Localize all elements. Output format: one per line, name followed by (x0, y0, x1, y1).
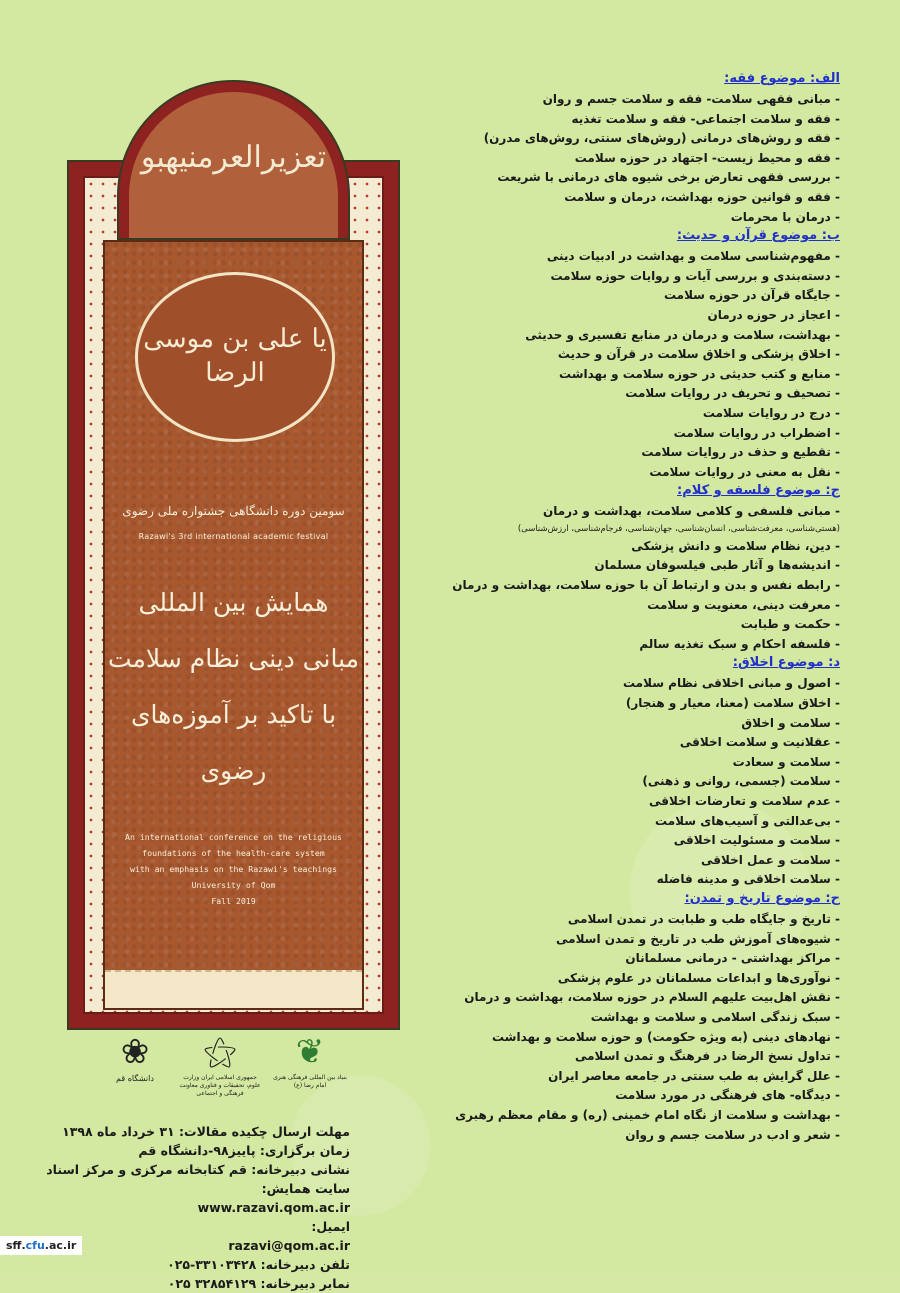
topic-item: - نهادهای دینی (به ویژه حکومت) و حوزه سلامت و بهداشت (491, 1029, 840, 1044)
topic-item: - تقطیع و حذف در روایات سلامت (641, 445, 840, 460)
foundation-leaf-icon: ❦ (295, 1032, 325, 1072)
topic-item: - درج در روایات سلامت (702, 405, 840, 420)
deadline-text: مهلت ارسال چکیده مقالات: ۳۱ خرداد ماه ۱۳۹۸ (62, 1124, 350, 1139)
topic-item: - نقش اهل‌بیت علیهم السلام در حوزه سلامت، بهداشت و درمان (464, 990, 840, 1005)
edition-fa: سومین دوره دانشگاهی جشنواره ملی رضوی (122, 504, 345, 518)
torn-paper-edge (105, 970, 362, 1008)
poster-artwork (67, 80, 400, 1030)
site-label: سایت همایش: (261, 1181, 350, 1196)
topic-item: - اعجاز در حوزه درمان (707, 307, 840, 322)
topic-item: - دین، نظام سلامت و دانش پزشکی (631, 538, 840, 553)
topic-item: - فقه و قوانین حوزه بهداشت، درمان و سلامت (564, 189, 840, 204)
topic-item: - بهداشت و سلامت از نگاه امام خمینی (ره) و مقام معظم رهبری (455, 1107, 840, 1122)
iran-emblem-icon: ⚝ (203, 1032, 237, 1072)
ministry-logo: ⚝ جمهوری اسلامی ایران وزارت علوم، تحقیقات و فناوری معاونت فرهنگی و اجتماعی (179, 1032, 261, 1097)
info-block (46, 1122, 350, 1293)
topic-item: - نوآوری‌ها و ابداعات مسلمانان در علوم پزشکی (557, 970, 840, 985)
topic-item: - بی‌عدالتی و آسیب‌های سلامت (655, 813, 840, 828)
address-text: نشانی دبیرخانه: قم کتابخانه مرکزی و مرکز اسناد (46, 1162, 350, 1177)
topic-item: - مبانی فلسفی و کلامی سلامت، بهداشت و درمان (542, 504, 840, 519)
poster-title-line: با تاکید بر آموزه‌های رضوی (130, 700, 337, 785)
imam-reza-foundation-logo: ❦ بنیاد بین المللی فرهنگی هنری امام رضا (ع) (270, 1030, 350, 1090)
topic-item: - رابطه نفس و بدن و ارتباط آن با حوزه سلامت، بهداشت و درمان (452, 578, 840, 593)
poster-title-line: همایش بین المللی (138, 588, 329, 617)
edition-en: Razawi's 3rd international academic festival (138, 532, 329, 541)
arch-calligraphy: تعزیرالعرمنیهبو (140, 140, 327, 175)
topic-item: - سلامت اخلاقی و مدینه فاضله (656, 872, 840, 887)
topic-item: - منابع و کتب حدیثی در حوزه سلامت و بهداشت (559, 366, 840, 381)
topic-item: - مبانی فقهی سلامت- فقه و سلامت جسم و روان (542, 92, 840, 106)
logos (100, 1030, 350, 1100)
topic-item: - عدم سلامت و تعارضات اخلاقی (648, 794, 840, 808)
phone-text: تلفن دبیرخانه: ۳۳۱۰۳۴۲۸-۰۲۵ (167, 1257, 350, 1272)
topic-item: - سلامت و عمل اخلاقی (700, 852, 840, 867)
topic-item: (هستی‌شناسی، معرفت‌شناسی، انسان‌شناسی، جهان‌شناسی، فرجام‌شناسی، ارزش‌شناسی) (517, 523, 840, 534)
topic-item: - معرفت دینی، معنویت و سلامت (647, 597, 840, 612)
topic-item: - تصحیف و تحریف در روایات سلامت (625, 386, 840, 401)
topic-item: - سلامت و مسئولیت اخلاقی (673, 833, 840, 848)
university-of-qom-logo: ❀ دانشگاه قم (100, 1030, 170, 1084)
topic-item: - نقل به معنی در روایات سلامت (649, 464, 840, 479)
topic-item: - عقلانیت و سلامت اخلاقی (679, 735, 840, 750)
topic-item: - شعر و ادب در سلامت جسم و روان (625, 1127, 840, 1142)
topic-item: - شیوه‌های آموزش طب در تاریخ و تمدن اسلامی (556, 931, 840, 946)
fax-text: نمابر دبیرخانه: ۳۲۸۵۴۱۲۹ ۰۲۵ (167, 1276, 350, 1291)
medallion-calligraphy: یا علی بن موسی الرضا (143, 324, 327, 388)
topic-item: - علل گرایش به طب سنتی در جامعه معاصر ایران (548, 1068, 840, 1083)
site-link[interactable]: www.razavi.qom.ac.ir (197, 1200, 350, 1215)
poster-english-text: An international conference on the religious foundations of the health-care system with an emphasis on the Razawi's teachings University of Qom Fall 2019 (125, 832, 342, 906)
topic-item: - سبک زندگی اسلامی و سلامت و بهداشت (590, 1009, 840, 1024)
topic-item: - سلامت و سعادت (732, 754, 840, 769)
topic-item: - اضطراب در روایات سلامت (673, 425, 840, 440)
section-heading: د: موضوع اخلاق: (732, 655, 840, 671)
topic-item: - دسته‌بندی و بررسی آیات و روایات حوزه سلامت (550, 268, 840, 283)
poster-arch (117, 80, 350, 240)
medallion (135, 272, 335, 442)
topic-item: - فلسفه احکام و سبک تغذیه سالم (639, 636, 840, 651)
topic-item: - مراکز بهداشتی - درمانی مسلمانان (625, 951, 840, 966)
source-badge[interactable]: sff.cfu.ac.ir (0, 1236, 82, 1255)
topic-item: - اخلاق پزشکی و اخلاق سلامت در قرآن و حدیث (557, 347, 840, 362)
topic-item: - مفهوم‌شناسی سلامت و بهداشت در ادبیات دینی (546, 249, 840, 264)
topic-item: - اخلاق سلامت (معنا، معیار و هنجار) (625, 696, 840, 711)
poster-panel (103, 240, 364, 1010)
topic-item: - سلامت و اخلاق (741, 715, 840, 730)
section-heading: ب: موضوع قرآن و حدیث: (676, 228, 840, 244)
topic-item: - حکمت و طبابت (740, 617, 840, 632)
topic-item: - سلامت (جسمی، روانی و ذهنی) (642, 774, 840, 789)
topic-item: - درمان با محرمات (730, 209, 840, 224)
topic-list (452, 70, 840, 1145)
email-link[interactable]: razavi@qom.ac.ir (228, 1238, 350, 1253)
topic-item: - اصول و مبانی اخلاقی نظام سلامت (622, 676, 840, 691)
topic-item: - بهداشت، سلامت و درمان در منابع تفسیری و حدیثی (525, 327, 840, 342)
time-text: زمان برگزاری: پاییز۹۸-دانشگاه قم (138, 1143, 350, 1158)
section-heading: ج: موضوع فلسفه و کلام: (677, 483, 840, 499)
topic-item: - تاریخ و جایگاه طب و طبابت در تمدن اسلامی (567, 911, 840, 926)
topic-item: - دیدگاه- های فرهنگی در مورد سلامت (615, 1088, 840, 1103)
topic-item: - اندیشه‌ها و آثار طبی فیلسوفان مسلمان (594, 558, 840, 573)
topic-item: - جایگاه قرآن در حوزه سلامت (663, 288, 840, 303)
poster-title-line: مبانی دینی نظام سلامت (107, 644, 360, 673)
section-heading: الف: موضوع فقه: (724, 71, 840, 86)
topic-item: - تداول نسخ الرضا در فرهنگ و تمدن اسلامی (574, 1049, 840, 1064)
section-heading: ح: موضوع تاریخ و تمدن: (684, 890, 840, 906)
topic-item: - فقه و روش‌های درمانی (روش‌های سنتی، روش‌های مدرن) (483, 131, 840, 146)
topic-item: - بررسی فقهی تعارض برخی شیوه های درمانی با شریعت (497, 170, 840, 185)
topic-item: - فقه و سلامت اجتماعی- فقه و سلامت تغذیه (571, 111, 840, 126)
university-emblem-icon: ❀ (120, 1032, 150, 1072)
topic-item: - فقه و محیط زیست- اجتهاد در حوزه سلامت (574, 150, 840, 165)
email-label: ایمیل: (311, 1219, 350, 1234)
poster-title (105, 575, 362, 799)
